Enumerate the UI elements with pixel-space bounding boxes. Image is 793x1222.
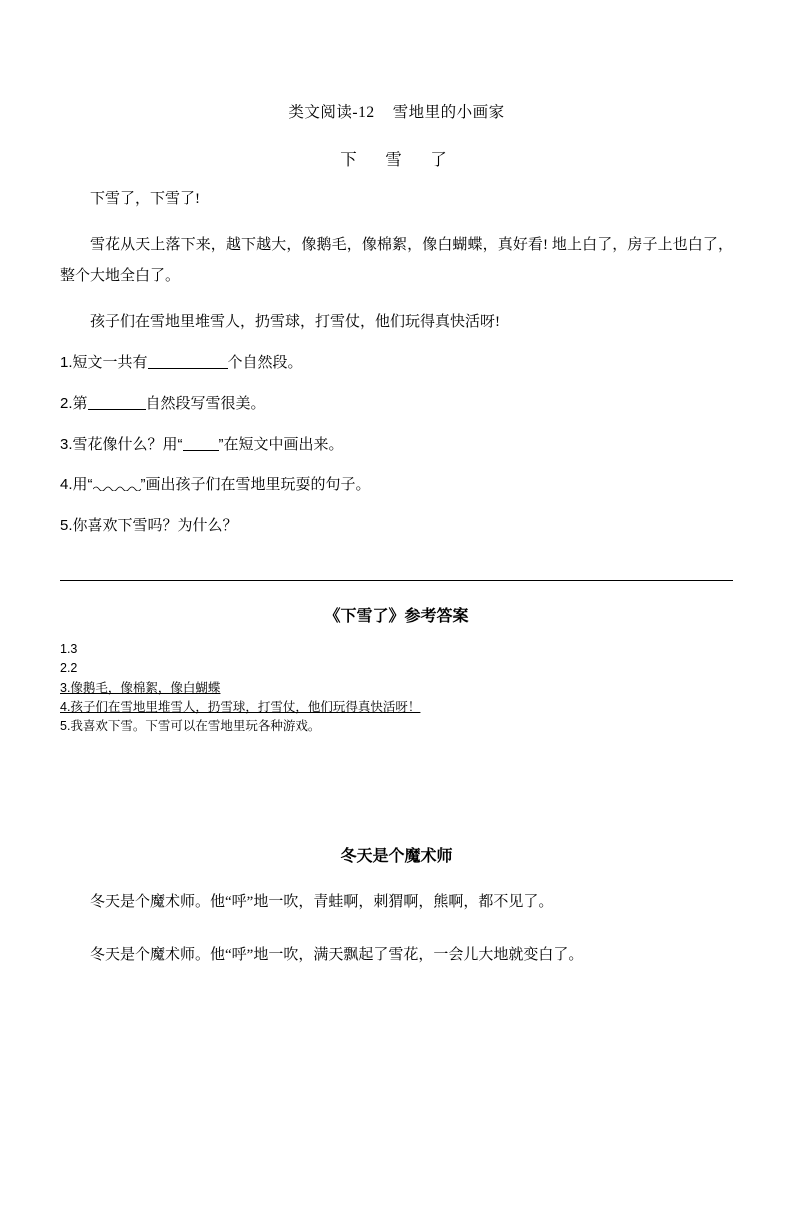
answer-item-3 (60, 679, 733, 698)
answer-item-2: 2.2 (60, 661, 78, 676)
answer-item-4 (60, 698, 733, 717)
question-5 (60, 511, 733, 542)
question-2-prefix: 2.第 (60, 394, 88, 412)
section-divider (60, 580, 733, 581)
question-3-prefix: 3.雪花像什么？用“ (60, 435, 183, 453)
question-5-prefix: 5.你喜欢下雪吗？为什么？ (60, 517, 238, 534)
answer-item-4-text: 4.孩子们在雪地里堆雪人，扔雪球，打雪仗，他们玩得真快活呀！ (60, 699, 421, 714)
page-title-right: 雪地里的小画家 (392, 104, 505, 121)
answers-title: 《下雪了》参考答案 (324, 607, 469, 625)
question-1 (60, 348, 733, 379)
question-2-answer-blank[interactable] (88, 394, 146, 410)
section2-title: 冬天是个魔术师 (340, 847, 453, 865)
question-1-prefix: 1.短文一共有 (60, 354, 148, 371)
article-paragraph-3: 孩子们在雪地里堆雪人，扔雪球，打雪仗，他们玩得真快活呀! (90, 313, 500, 330)
answer-item-1: 1.3 (60, 641, 78, 656)
document-page (0, 100, 793, 1222)
article-title: 下 雪 了 (340, 150, 453, 169)
section2-paragraph-1: 冬天是个魔术师。他“呼”地一吹，青蛙啊，刺猬啊，熊啊，都不见了。 (90, 893, 554, 910)
section2-paragraph-2: 冬天是个魔术师。他“呼”地一吹，满天飘起了雪花，一会儿大地就变白了。 (90, 946, 584, 963)
question-2-suffix: 自然段写雪很美。 (145, 394, 266, 412)
page-title-left: 类文阅读-12 (288, 104, 375, 121)
question-1-suffix: 个自然段。 (227, 354, 303, 371)
question-4 (60, 470, 733, 501)
question-4-prefix: 4.用“ (60, 476, 93, 494)
article-paragraph-2: 雪花从天上落下来，越下越大，像鹅毛，像棉絮，像白蝴蝶，真好看! 地上白了，房子上也白了，整个大地全白了。 (60, 236, 733, 284)
question-3 (60, 430, 733, 461)
question-3-suffix: ”在短文中画出来。 (218, 435, 344, 453)
page-title (60, 100, 733, 122)
question-4-suffix: ”画出孩子们在雪地里玩耍的句子。 (140, 476, 371, 494)
wavy-line-icon (93, 477, 141, 492)
question-2 (60, 389, 733, 420)
answer-item-5: 5.我喜欢下雪。下雪可以在雪地里玩各种游戏。 (60, 719, 321, 734)
question-1-answer-blank[interactable] (148, 353, 228, 369)
question-3-answer-blank[interactable] (183, 435, 219, 451)
article-paragraph-1: 下雪了，下雪了! (90, 191, 200, 207)
answer-item-3-text: 3.像鹅毛，像棉絮，像白蝴蝶 (60, 680, 221, 695)
